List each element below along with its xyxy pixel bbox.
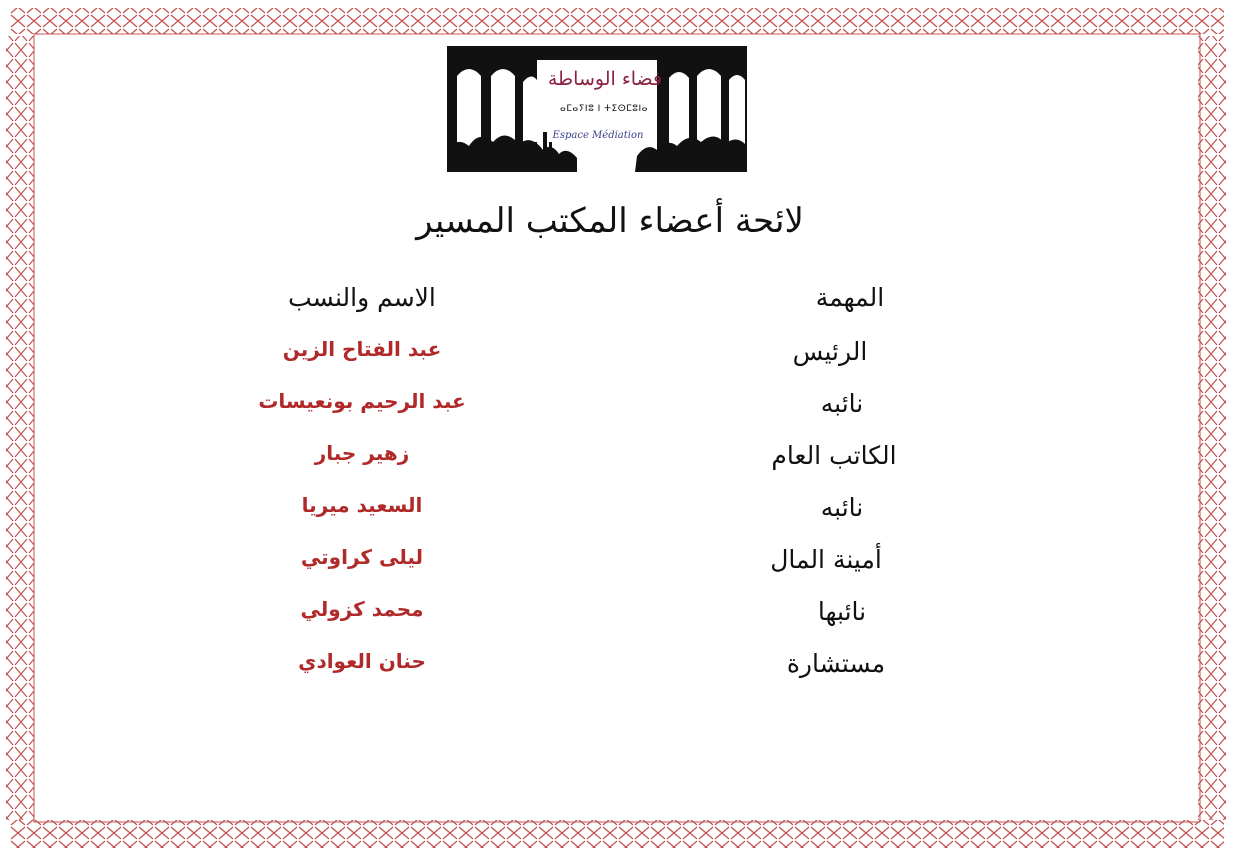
name-column-header: الاسم والنسب (288, 283, 436, 312)
role-cell: مستشارة (786, 649, 886, 678)
role-cell: نائبه (820, 389, 864, 418)
role-cell: أمينة المال (770, 545, 882, 574)
name-cell: محمد كزولي (300, 597, 424, 621)
role-cell: الكاتب العام (771, 441, 897, 470)
logo-title: فضاء الوساطة (547, 68, 663, 90)
logo-subtitle: Espace Médiation (552, 130, 644, 141)
name-cell: حنان العوادي (298, 649, 426, 673)
logo-tifinagh-text: ⴰⵎⴰⵢⵏⵓ ⵏ ⵜⵉⵙⵎⵓⵏⴰ (560, 104, 648, 114)
name-cell: ليلى كراوتي (300, 545, 424, 569)
role-cell: الرئيس (792, 337, 868, 366)
role-column-header: المهمة (815, 283, 885, 312)
name-cell: عبد الرحيم بونعيسات (258, 389, 466, 413)
name-cell: عبد الفتاح الزين (282, 337, 442, 361)
page-title: لائحة أعضاء المكتب المسير (416, 201, 804, 241)
name-cell: السعيد ميريا (301, 493, 423, 517)
role-cell: نائبها (817, 597, 867, 626)
name-cell: زهير جبار (314, 441, 410, 465)
role-cell: نائبه (820, 493, 864, 522)
